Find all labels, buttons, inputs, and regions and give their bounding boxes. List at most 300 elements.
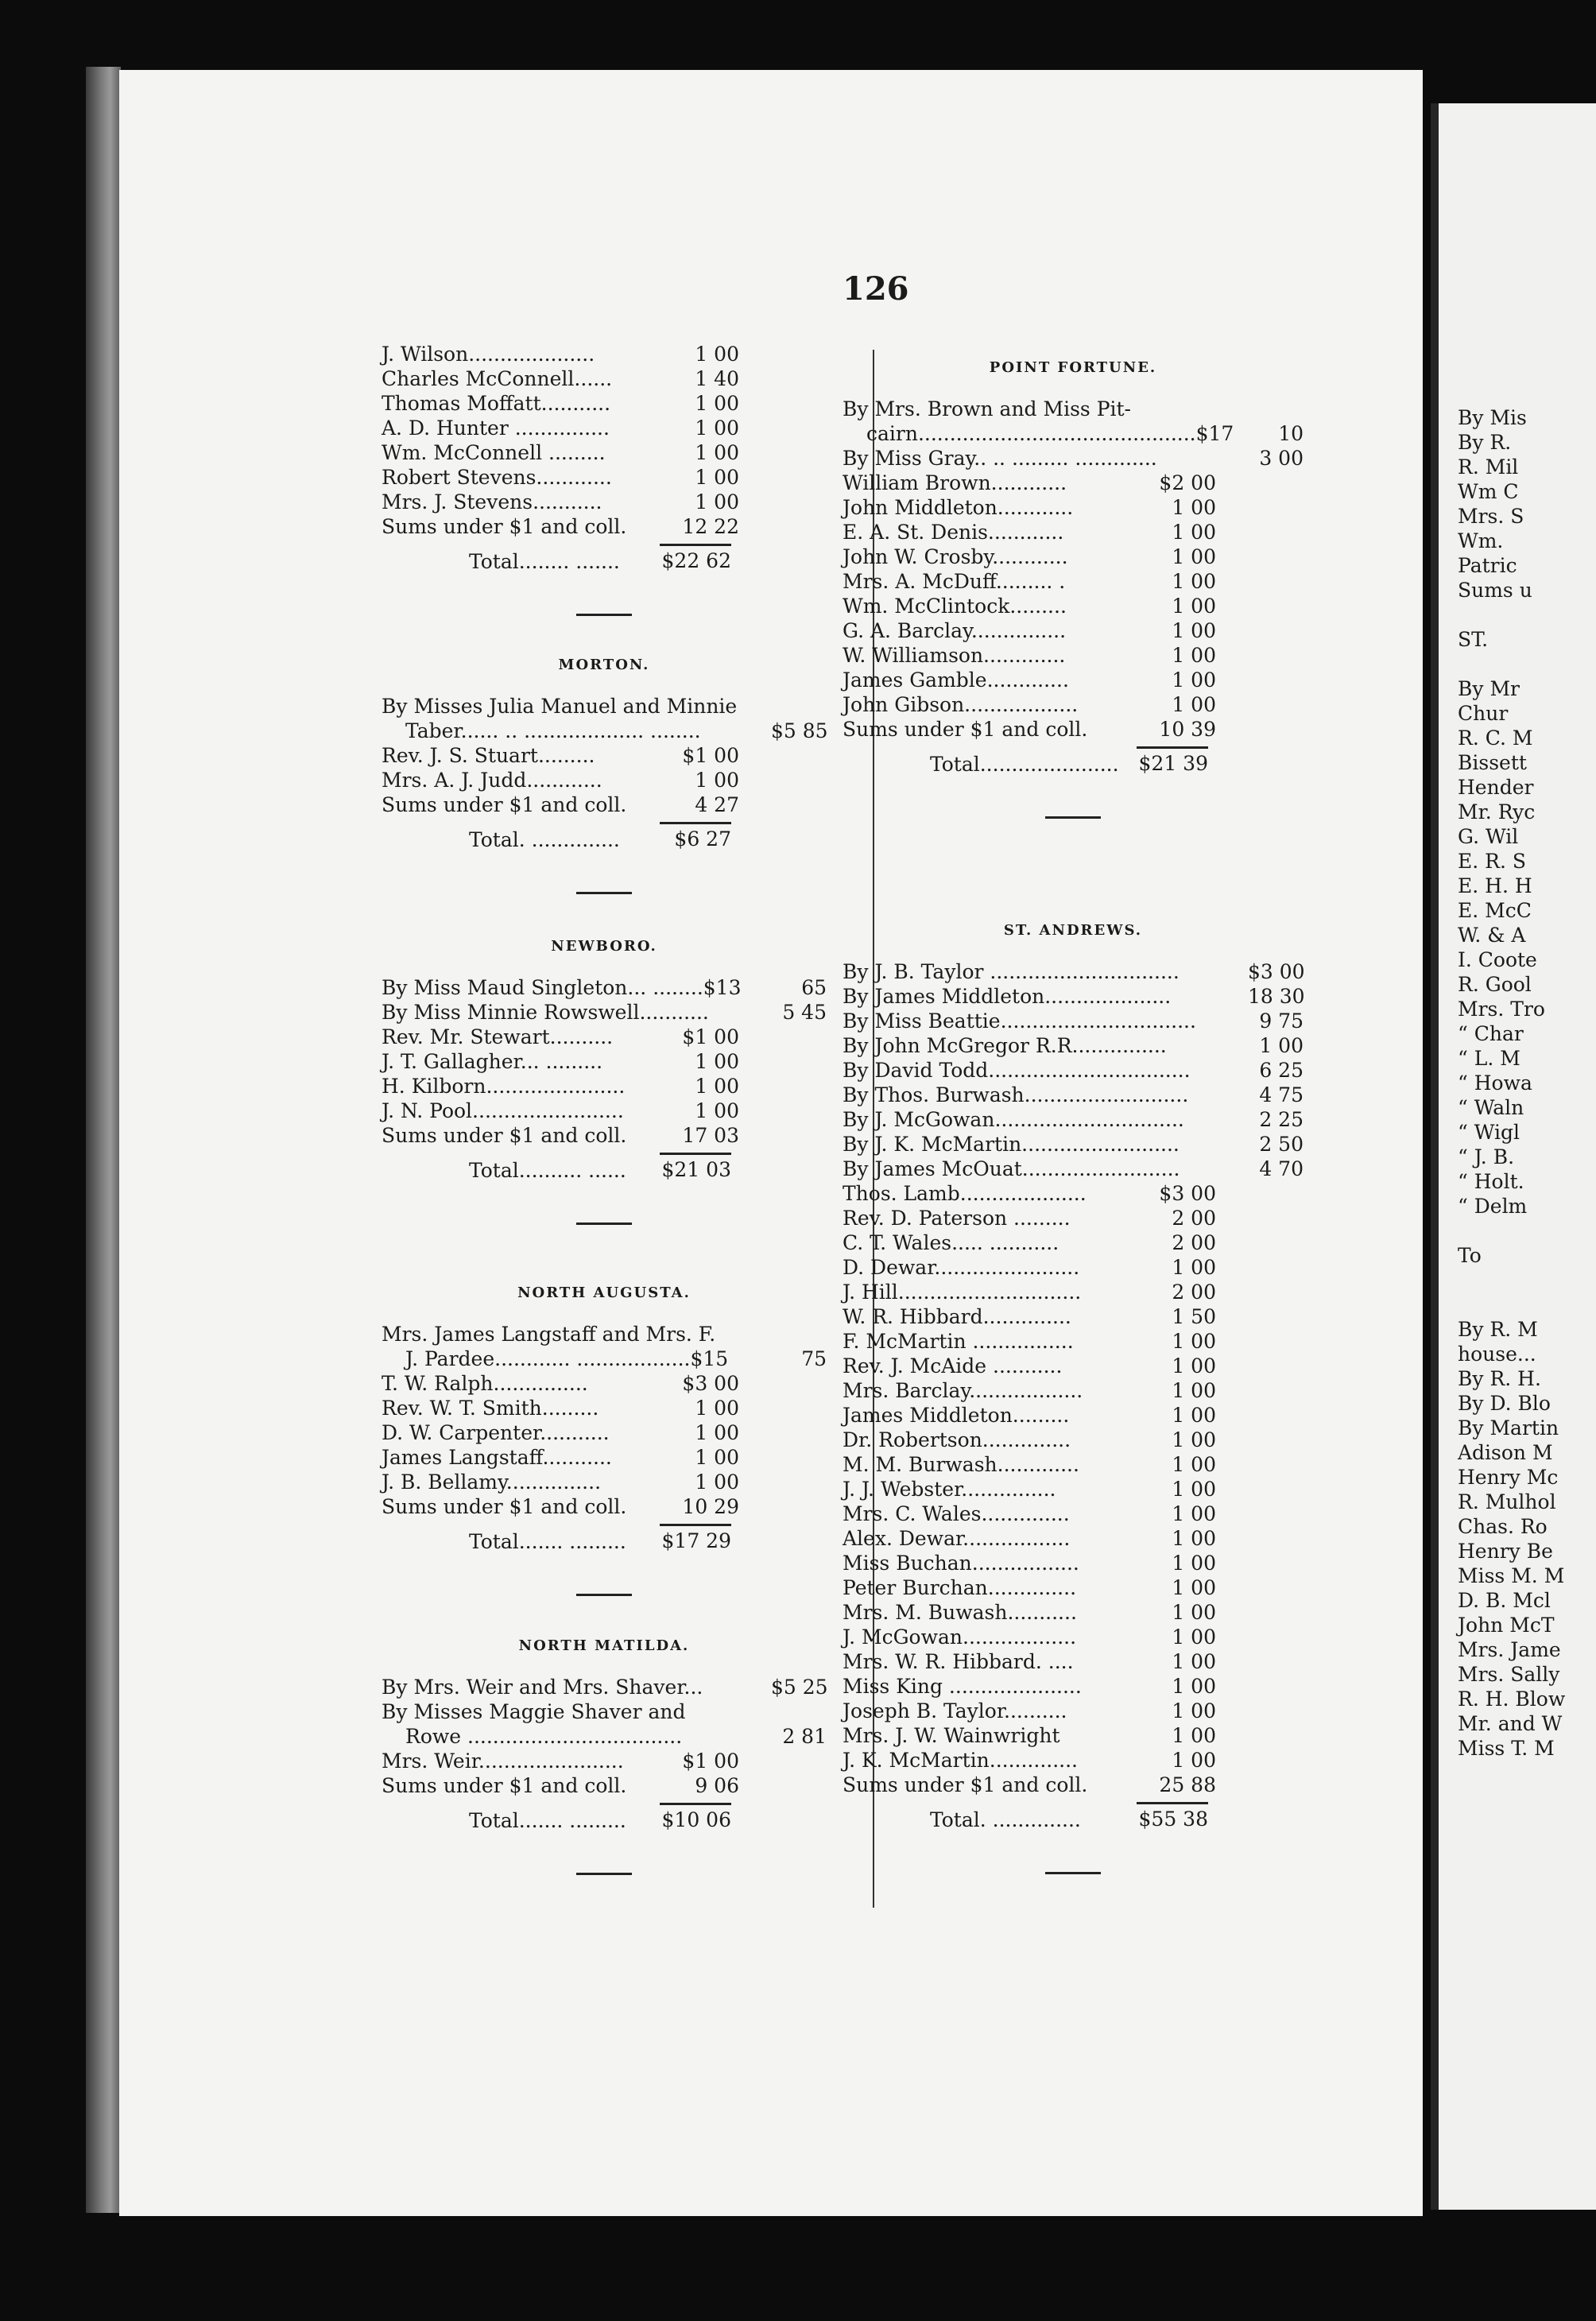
stub-text: Bissett <box>1458 751 1527 774</box>
amount: 2 81 <box>782 1725 827 1748</box>
donor-name: J. J. Webster............... <box>843 1478 1056 1501</box>
ledger-row <box>843 1058 1304 1083</box>
section-point-fortune <box>843 359 1304 846</box>
stub-text: E. McC <box>1458 899 1532 922</box>
stub-text: “ Delm <box>1458 1195 1528 1218</box>
donor-name: G. A. Barclay............... <box>843 619 1067 642</box>
stub-text <box>1439 1292 1596 1317</box>
amount: 1 00 <box>1172 1675 1216 1698</box>
donor-name: Rev. D. Paterson ......... <box>843 1207 1071 1230</box>
ledger-row <box>843 1132 1304 1157</box>
stub-text: R. C. M <box>1458 727 1533 750</box>
ledger-row <box>382 1074 827 1099</box>
amount: 1 00 <box>1172 1502 1216 1525</box>
stub-text: By D. Blo <box>1458 1392 1551 1415</box>
section-opening <box>382 342 827 643</box>
donor-name: Sums under $1 and coll. <box>382 1495 627 1518</box>
ledger-row <box>382 1773 827 1798</box>
amount: 2 25 <box>1259 1108 1304 1131</box>
amount: 1 00 <box>1172 1256 1216 1279</box>
ledger-row <box>382 416 827 440</box>
amount: 1 00 <box>1172 521 1216 544</box>
ledger-row <box>382 694 827 719</box>
donor-name: Sums under $1 and coll. <box>843 718 1088 741</box>
amount: 1 00 <box>695 343 739 366</box>
ledger-row <box>382 514 827 539</box>
ledger-row <box>382 1396 827 1420</box>
stub-text: Chur <box>1458 702 1509 725</box>
section-morton <box>382 657 827 921</box>
stub-text: Mrs. S <box>1458 505 1524 528</box>
ledger-row <box>843 397 1304 421</box>
donor-name: C. T. Wales..... ........... <box>843 1231 1059 1254</box>
ledger-row <box>843 1181 1304 1206</box>
stub-text: “ Howa <box>1458 1071 1532 1095</box>
amount: 1 00 <box>1172 1527 1216 1550</box>
total-label: Total....... ......... <box>469 1530 626 1553</box>
ledger-row <box>843 495 1304 520</box>
stub-text: Henry Be <box>1458 1540 1553 1563</box>
total-label: Total. .............. <box>469 828 620 851</box>
amount: $3 00 <box>1248 960 1305 983</box>
stub-text: D. B. Mcl <box>1458 1589 1551 1612</box>
donor-name: Mrs. J. Stevens........... <box>382 490 602 513</box>
donor-name: J. Hill............................. <box>843 1281 1082 1304</box>
ledger-row <box>382 1000 827 1025</box>
amount: 1 00 <box>1172 1379 1216 1402</box>
total-label: Total. .............. <box>930 1808 1081 1831</box>
amount: 1 50 <box>1172 1305 1216 1328</box>
stub-text: Mr. Ryc <box>1458 800 1536 823</box>
donor-name: E. A. St. Denis............ <box>843 521 1064 544</box>
amount: 10 39 <box>1159 718 1216 741</box>
donor-name: A. D. Hunter ............... <box>382 417 610 440</box>
donor-name: By John McGregor R.R............... <box>843 1034 1167 1057</box>
amount: 18 30 <box>1248 985 1305 1008</box>
donor-name: Miss King ..................... <box>843 1675 1082 1698</box>
stub-text: To <box>1458 1244 1482 1267</box>
donor-name: Mrs. C. Wales.............. <box>843 1502 1070 1525</box>
ledger-row <box>382 1346 827 1371</box>
ledger-row <box>843 1748 1304 1773</box>
donor-name: By J. McGowan.............................. <box>843 1108 1184 1131</box>
ledger-row <box>382 743 827 768</box>
donor-name: By James McOuat......................... <box>843 1157 1180 1180</box>
ledger-row <box>843 594 1304 618</box>
ledger-row <box>843 544 1304 569</box>
amount: 4 75 <box>1259 1083 1304 1106</box>
amount: 65 <box>801 976 827 999</box>
donor-name: Sums under $1 and coll. <box>382 515 627 538</box>
stub-text: “ Char <box>1458 1022 1524 1045</box>
donor-name: William Brown............ <box>843 471 1067 494</box>
donor-name: Mrs. A. J. Judd............ <box>382 769 602 792</box>
amount: 2 00 <box>1172 1207 1216 1230</box>
donor-name: By Miss Gray.. .. ......... ............. <box>843 447 1157 470</box>
amount: 1 00 <box>1172 570 1216 593</box>
ledger-row <box>843 692 1304 717</box>
stub-text: By R. H. <box>1458 1367 1541 1390</box>
amount: $3 00 <box>682 1372 739 1395</box>
amount: 1 00 <box>695 1470 739 1494</box>
stub-text: R. H. Blow <box>1458 1687 1566 1711</box>
stub-text: By R. <box>1458 431 1512 454</box>
total-row <box>382 550 827 582</box>
donor-name: By Miss Minnie Rowswell........... <box>382 1001 709 1024</box>
ledger-row <box>843 421 1304 446</box>
ledger-row <box>843 1255 1304 1280</box>
ledger-row <box>843 984 1304 1009</box>
ledger-row <box>382 975 827 1000</box>
donor-name: Rev. W. T. Smith......... <box>382 1397 599 1420</box>
ledger-row <box>843 1674 1304 1699</box>
amount: 1 00 <box>1172 1404 1216 1427</box>
total-amount: $6 27 <box>660 822 731 851</box>
amount: 10 <box>1278 422 1304 445</box>
ledger-row <box>843 643 1304 668</box>
donor-name: Sums under $1 and coll. <box>382 1124 627 1147</box>
amount: 1 00 <box>1172 595 1216 618</box>
stub-text: E. R. S <box>1458 850 1526 873</box>
stub-text: Hender <box>1458 776 1534 799</box>
donor-name: J. Wilson.................... <box>382 343 595 366</box>
stub-text: Henry Mc <box>1458 1466 1559 1489</box>
donor-name: James Gamble............. <box>843 668 1069 692</box>
ledger-row <box>843 1773 1304 1797</box>
ledger-row <box>382 342 827 366</box>
total-row <box>382 1159 827 1191</box>
ledger-row <box>382 391 827 416</box>
ledger-row <box>843 1329 1304 1354</box>
amount: 1 00 <box>1172 668 1216 692</box>
section-rule <box>1045 816 1101 819</box>
donor-name: Sums under $1 and coll. <box>382 793 627 816</box>
total-amount: $55 38 <box>1137 1802 1208 1831</box>
donor-name: Rowe .................................. <box>405 1725 683 1748</box>
stub-text: Mr. and W <box>1458 1712 1563 1735</box>
ledger-row <box>382 1724 827 1749</box>
total-amount: $21 03 <box>660 1153 731 1181</box>
stub-text: “ Wigl <box>1458 1121 1520 1144</box>
page-number: 126 <box>843 270 909 308</box>
amount: 1 00 <box>695 1421 739 1444</box>
ledger-row <box>382 1749 827 1773</box>
donor-name: Mrs. James Langstaff and Mrs. F. <box>382 1323 716 1346</box>
ledger-row <box>843 1551 1304 1575</box>
ledger-row <box>382 490 827 514</box>
amount: 1 00 <box>1172 1576 1216 1599</box>
section-heading: NEWBORO. <box>551 938 657 955</box>
amount: 1 00 <box>1172 1428 1216 1451</box>
donor-name: By Mrs. Brown and Miss Pit- <box>843 397 1132 420</box>
total-label: Total.......... ...... <box>469 1159 626 1182</box>
section-rule <box>576 892 632 894</box>
ledger-row <box>843 717 1304 742</box>
donor-name: John Middleton............ <box>843 496 1074 519</box>
amount: $1 00 <box>682 1025 739 1048</box>
ledger-row <box>843 1378 1304 1403</box>
total-row <box>843 1808 1304 1840</box>
total-row <box>382 1809 827 1841</box>
donor-name: By Miss Beattie............................... <box>843 1009 1196 1033</box>
ledger-row <box>382 465 827 490</box>
donor-name: By Miss Maud Singleton... ........$13 <box>382 976 742 999</box>
amount: 1 00 <box>1172 1625 1216 1649</box>
ledger-row <box>843 446 1304 471</box>
total-amount: $22 62 <box>660 544 731 572</box>
ledger-row <box>843 1723 1304 1748</box>
section-north-augusta <box>382 1284 827 1623</box>
ledger-row <box>382 1699 827 1724</box>
stub-text: “ Holt. <box>1458 1170 1524 1193</box>
donor-name: Mrs. Barclay.................. <box>843 1379 1083 1402</box>
donor-name: By Mrs. Weir and Mrs. Shaver... <box>382 1676 703 1699</box>
amount: 1 00 <box>1172 693 1216 716</box>
amount: 1 00 <box>1172 1552 1216 1575</box>
ledger-row <box>843 1033 1304 1058</box>
donor-name: Mrs. Weir....................... <box>382 1749 624 1773</box>
amount: 2 50 <box>1259 1133 1304 1156</box>
ledger-row <box>382 1675 827 1699</box>
donor-name: J. Pardee............ ..................$15 <box>405 1347 729 1370</box>
stub-text: By Mr <box>1458 677 1520 700</box>
donor-name: Mrs. A. McDuff......... . <box>843 570 1066 593</box>
ledger-row <box>843 1526 1304 1551</box>
ledger-row <box>843 1354 1304 1378</box>
ledger-row <box>843 1083 1304 1107</box>
section-rule <box>576 614 632 616</box>
ledger-row <box>843 569 1304 594</box>
donor-name: Sums under $1 and coll. <box>382 1774 627 1797</box>
amount: 1 00 <box>1172 1354 1216 1377</box>
ledger-row <box>843 1575 1304 1600</box>
amount: $3 00 <box>1159 1182 1216 1205</box>
section-heading: POINT FORTUNE. <box>989 359 1157 376</box>
amount: 9 06 <box>695 1774 739 1797</box>
amount: 17 03 <box>682 1124 739 1147</box>
ledger-row <box>382 1494 827 1519</box>
amount: 1 00 <box>695 769 739 792</box>
donor-name: By J. B. Taylor .............................. <box>843 960 1180 983</box>
ledger-row <box>843 1477 1304 1501</box>
amount: 1 00 <box>1172 1601 1216 1624</box>
donor-name: Sums under $1 and coll. <box>843 1773 1088 1796</box>
ledger-row <box>843 1107 1304 1132</box>
donor-name: James Langstaff........... <box>382 1446 612 1469</box>
amount: 1 00 <box>695 441 739 464</box>
donor-name: James Middleton......... <box>843 1404 1070 1427</box>
stub-text: R. Mulhol <box>1458 1490 1556 1513</box>
ledger-row <box>843 1009 1304 1033</box>
donor-name: Rev. J. McAide ........... <box>843 1354 1063 1377</box>
section-rule <box>576 1222 632 1225</box>
ledger-row <box>843 1230 1304 1255</box>
ledger-row <box>382 366 827 391</box>
donor-name: Joseph B. Taylor.......... <box>843 1699 1067 1722</box>
stub-text <box>1439 603 1596 627</box>
stub-text: Chas. Ro <box>1458 1515 1548 1538</box>
donor-name: Wm. McClintock......... <box>843 595 1067 618</box>
amount: 25 88 <box>1159 1773 1216 1796</box>
stub-text <box>1439 1268 1596 1292</box>
ledger-row <box>843 520 1304 544</box>
stub-text: E. H. H <box>1458 874 1532 897</box>
donor-name: Thos. Lamb.................... <box>843 1182 1087 1205</box>
stub-text: Miss T. M <box>1458 1737 1555 1760</box>
amount: 6 25 <box>1259 1059 1304 1082</box>
ledger-row <box>382 719 827 743</box>
ledger-row <box>843 668 1304 692</box>
amount: 1 00 <box>1172 1453 1216 1476</box>
stub-text: G. Wil <box>1458 825 1519 848</box>
ledger-row <box>843 471 1304 495</box>
amount: 1 00 <box>1172 1699 1216 1722</box>
amount: 1 40 <box>695 367 739 390</box>
total-amount: $17 29 <box>660 1524 731 1552</box>
total-row <box>382 828 827 860</box>
amount: 1 00 <box>695 1050 739 1073</box>
stub-text: Mrs. Jame <box>1458 1638 1561 1661</box>
stub-text: W. & A <box>1458 924 1526 947</box>
ledger-row <box>382 1049 827 1074</box>
stub-text: R. Gool <box>1458 973 1532 996</box>
donor-name: Mrs. W. R. Hibbard. .... <box>843 1650 1074 1673</box>
amount: 1 00 <box>695 466 739 489</box>
stub-text <box>1439 652 1596 676</box>
stub-text: Wm C <box>1458 480 1519 503</box>
ledger-row <box>843 1403 1304 1428</box>
amount: 1 00 <box>695 392 739 415</box>
ledger-row <box>382 1371 827 1396</box>
amount: $5 85 <box>771 719 828 742</box>
section-north-matilda <box>382 1637 827 1902</box>
total-amount: $10 06 <box>660 1803 731 1831</box>
donor-name: W. Williamson............. <box>843 644 1066 667</box>
section-heading: ST. ANDREWS. <box>1003 922 1143 939</box>
ledger-row <box>843 1428 1304 1452</box>
donor-name: cairn............................................$17 <box>866 422 1234 445</box>
stub-text: ST. <box>1458 628 1489 651</box>
section-heading: NORTH MATILDA. <box>518 1637 690 1654</box>
donor-name: Wm. McConnell ......... <box>382 441 606 464</box>
ledger-row <box>382 768 827 792</box>
ledger-row <box>843 1157 1304 1181</box>
amount: 1 00 <box>695 1397 739 1420</box>
donor-name: By Misses Julia Manuel and Minnie <box>382 695 738 718</box>
ledger-row <box>843 618 1304 643</box>
ledger-row <box>843 1699 1304 1723</box>
stub-text: Mrs. Sally <box>1458 1663 1560 1686</box>
stub-text: By Mis <box>1458 406 1527 429</box>
amount: 10 29 <box>682 1495 739 1518</box>
donor-name: Charles McConnell...... <box>382 367 613 390</box>
amount: 4 27 <box>695 793 739 816</box>
donor-name: Dr. Robertson.............. <box>843 1428 1071 1451</box>
donor-name: By Thos. Burwash.......................... <box>843 1083 1189 1106</box>
donor-name: Peter Burchan.............. <box>843 1576 1077 1599</box>
donor-name: Miss Buchan................. <box>843 1552 1079 1575</box>
section-heading: MORTON. <box>558 657 650 673</box>
donor-name: H. Kilborn...................... <box>382 1075 626 1098</box>
next-page-stub <box>1431 103 1596 2210</box>
amount: 1 00 <box>1172 545 1216 568</box>
book-spine <box>86 67 121 2213</box>
amount: 1 00 <box>1172 1724 1216 1747</box>
ledger-row <box>843 1600 1304 1625</box>
section-heading: NORTH AUGUSTA. <box>517 1284 691 1301</box>
amount: 3 00 <box>1259 447 1304 470</box>
ledger-row <box>843 1649 1304 1674</box>
amount: 5 45 <box>782 1001 827 1024</box>
section-rule <box>576 1594 632 1596</box>
donor-name: M. M. Burwash............. <box>843 1453 1079 1476</box>
donor-name: Mrs. M. Buwash........... <box>843 1601 1077 1624</box>
donor-name: John W. Crosby............ <box>843 545 1068 568</box>
total-label: Total........ ....... <box>469 550 620 573</box>
ledger-row <box>843 1452 1304 1477</box>
donor-name: By J. K. McMartin......................... <box>843 1133 1180 1156</box>
stub-text: Mrs. Tro <box>1458 998 1545 1021</box>
amount: 1 00 <box>1172 619 1216 642</box>
donor-name: Robert Stevens............ <box>382 466 612 489</box>
donor-name: Mrs. J. W. Wainwright <box>843 1724 1060 1747</box>
donor-name: J. McGowan.................. <box>843 1625 1077 1649</box>
ledger-row <box>843 1206 1304 1230</box>
donor-name: J. T. Gallagher... ......... <box>382 1050 603 1073</box>
donor-name: By James Middleton.................... <box>843 985 1172 1008</box>
ledger-row <box>382 1025 827 1049</box>
amount: 1 00 <box>695 1099 739 1122</box>
donor-name: By David Todd................................ <box>843 1059 1191 1082</box>
amount: 1 00 <box>1172 644 1216 667</box>
total-label: Total...................... <box>930 753 1119 776</box>
total-row <box>382 1530 827 1562</box>
amount: $1 00 <box>682 744 739 767</box>
donor-name: Rev. Mr. Stewart.......... <box>382 1025 614 1048</box>
stub-text: Sums u <box>1458 579 1532 602</box>
ledger-row <box>382 1099 827 1123</box>
ledger-row <box>843 959 1304 984</box>
ledger-row <box>843 1625 1304 1649</box>
section-rule <box>1045 1872 1101 1874</box>
amount: 2 00 <box>1172 1231 1216 1254</box>
amount: 4 70 <box>1259 1157 1304 1180</box>
ledger-row <box>382 1322 827 1346</box>
donor-name: J. B. Bellamy............... <box>382 1470 602 1494</box>
donor-name: By Misses Maggie Shaver and <box>382 1700 686 1723</box>
donor-name: Taber...... .. ................... ........ <box>405 719 701 742</box>
amount: 1 00 <box>1172 1330 1216 1353</box>
ledger-row <box>382 792 827 817</box>
donor-name: J. K. McMartin.............. <box>843 1749 1078 1772</box>
donor-name: T. W. Ralph............... <box>382 1372 588 1395</box>
amount: 12 22 <box>682 515 739 538</box>
stub-text: John McT <box>1458 1614 1555 1637</box>
stub-text <box>1439 1219 1596 1243</box>
stub-text: “ L. M <box>1458 1047 1520 1070</box>
amount: 1 00 <box>695 1446 739 1469</box>
amount: $5 25 <box>771 1676 828 1699</box>
amount: 75 <box>801 1347 827 1370</box>
amount: 1 00 <box>1172 1749 1216 1772</box>
stub-text: By Martin <box>1458 1416 1559 1439</box>
stub-text: Wm. <box>1458 529 1504 552</box>
amount: 1 00 <box>695 1075 739 1098</box>
amount: $2 00 <box>1159 471 1216 494</box>
ledger-row <box>382 440 827 465</box>
stub-text: “ Waln <box>1458 1096 1524 1119</box>
donor-name: Thomas Moffatt........... <box>382 392 611 415</box>
